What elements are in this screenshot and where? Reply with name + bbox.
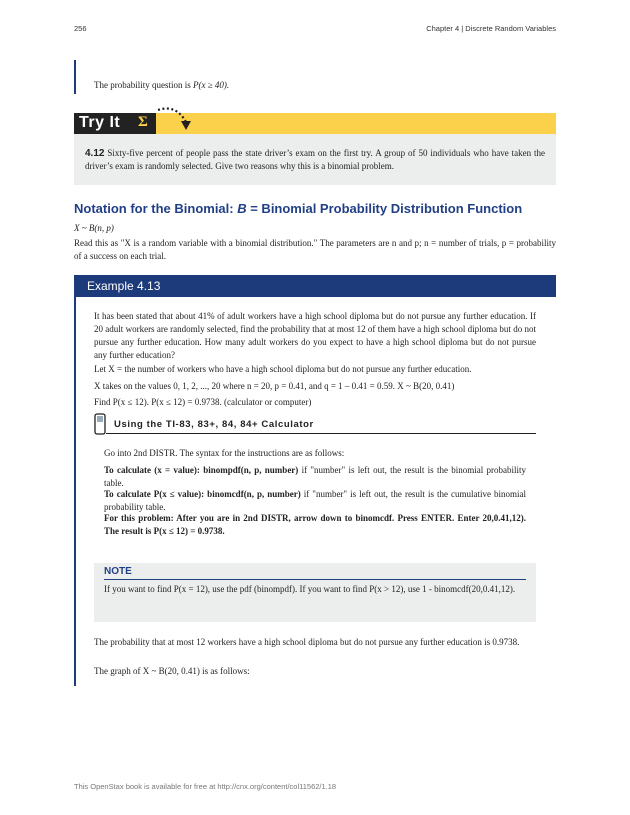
find-probability: Find P(x ≤ 12). P(x ≤ 12) = 0.9738. (calculator or computer) <box>94 397 312 407</box>
note-rule <box>104 579 526 580</box>
try-it-text: 4.12 Sixty-five percent of people pass the state driver’s exam on the first try. A group of 50 individuals who have taken the driver’s exam is randomly selected. Give two reasons why this is a binomial problem. <box>85 148 545 171</box>
dotted-arrow-icon <box>154 104 194 134</box>
note-title: NOTE <box>104 566 132 577</box>
conclusion: The probability that at most 12 workers have a high school diploma but do not pursue any further education is 0.9738. <box>94 637 520 647</box>
goto-distr: Go into 2nd DISTR. The syntax for the instructions are as follows: <box>104 448 345 458</box>
example-side-bar <box>74 297 76 686</box>
notation-title: Notation for the Binomial: B = Binomial Probability Distribution Function <box>74 201 523 216</box>
calc-pdf: To calculate (x = value): binompdf(n, p, number) if "number" is left out, the result is the binomial probability table. <box>104 465 527 488</box>
calculator-heading: Using the TI-83, 83+, 84, 84+ Calculator <box>114 419 314 430</box>
calculator-icon <box>94 413 106 435</box>
page-number: 256 <box>74 24 87 33</box>
note-text: If you want to find P(x = 12), use the pdf (binompdf). If you want to find P(x > 12), use 1 - binomcdf(20,0.41,12). <box>104 584 516 594</box>
side-bar <box>74 60 76 94</box>
notation-formula: X ~ B(n, p) <box>74 223 114 233</box>
calc-cdf: To calculate P(x ≤ value): binomcdf(n, p, number) if "number" is left out, the result is the cumulative binomial probability table. <box>104 489 526 512</box>
try-it-box <box>74 134 556 185</box>
x-values: X takes on the values 0, 1, 2, ..., 20 where n = 20, p = 0.41, and q = 1 – 0.41 = 0.59. X ~ B(20, 0.41) <box>94 381 455 391</box>
footer: This OpenStax book is available for free at http://cnx.org/content/col11562/1.18 <box>74 782 337 791</box>
problem-instructions: For this problem: After you are in 2nd DISTR, arrow down to binomcdf. Press ENTER. Enter 20,0.41,12). The result is P(x ≤ 12) = 0.9738. <box>104 513 526 536</box>
let-x: Let X = the number of workers who have a high school diploma but do not pursue any further education. <box>94 364 472 374</box>
note-box <box>94 563 536 622</box>
try-it-label-box <box>74 113 156 134</box>
example-title: Example 4.13 <box>87 279 161 293</box>
sigma-icon: Σ <box>138 114 148 130</box>
calculator-rule <box>106 433 536 434</box>
example-problem: It has been stated that about 41% of adult workers have a high school diploma but do not pursue any further education. If 20 adult workers are randomly selected, find the probability that at most 12 of them have a high school diploma but do not pursue any further education. How many adult workers do you expect to have a high school diploma but do not pursue any further education? <box>94 311 536 360</box>
graph-intro: The graph of X ~ B(20, 0.41) is as follows: <box>94 666 250 676</box>
chapter-header: Chapter 4 | Discrete Random Variables <box>426 24 556 33</box>
try-it-label: Try It <box>79 114 121 131</box>
example-header <box>74 275 556 297</box>
prob-question: The probability question is P(x ≥ 40). <box>94 80 230 90</box>
notation-read-as: Read this as "X is a random variable with a binomial distribution." The parameters are n and p; n = number of trials, p = probability of a success on each trial. <box>74 238 556 261</box>
